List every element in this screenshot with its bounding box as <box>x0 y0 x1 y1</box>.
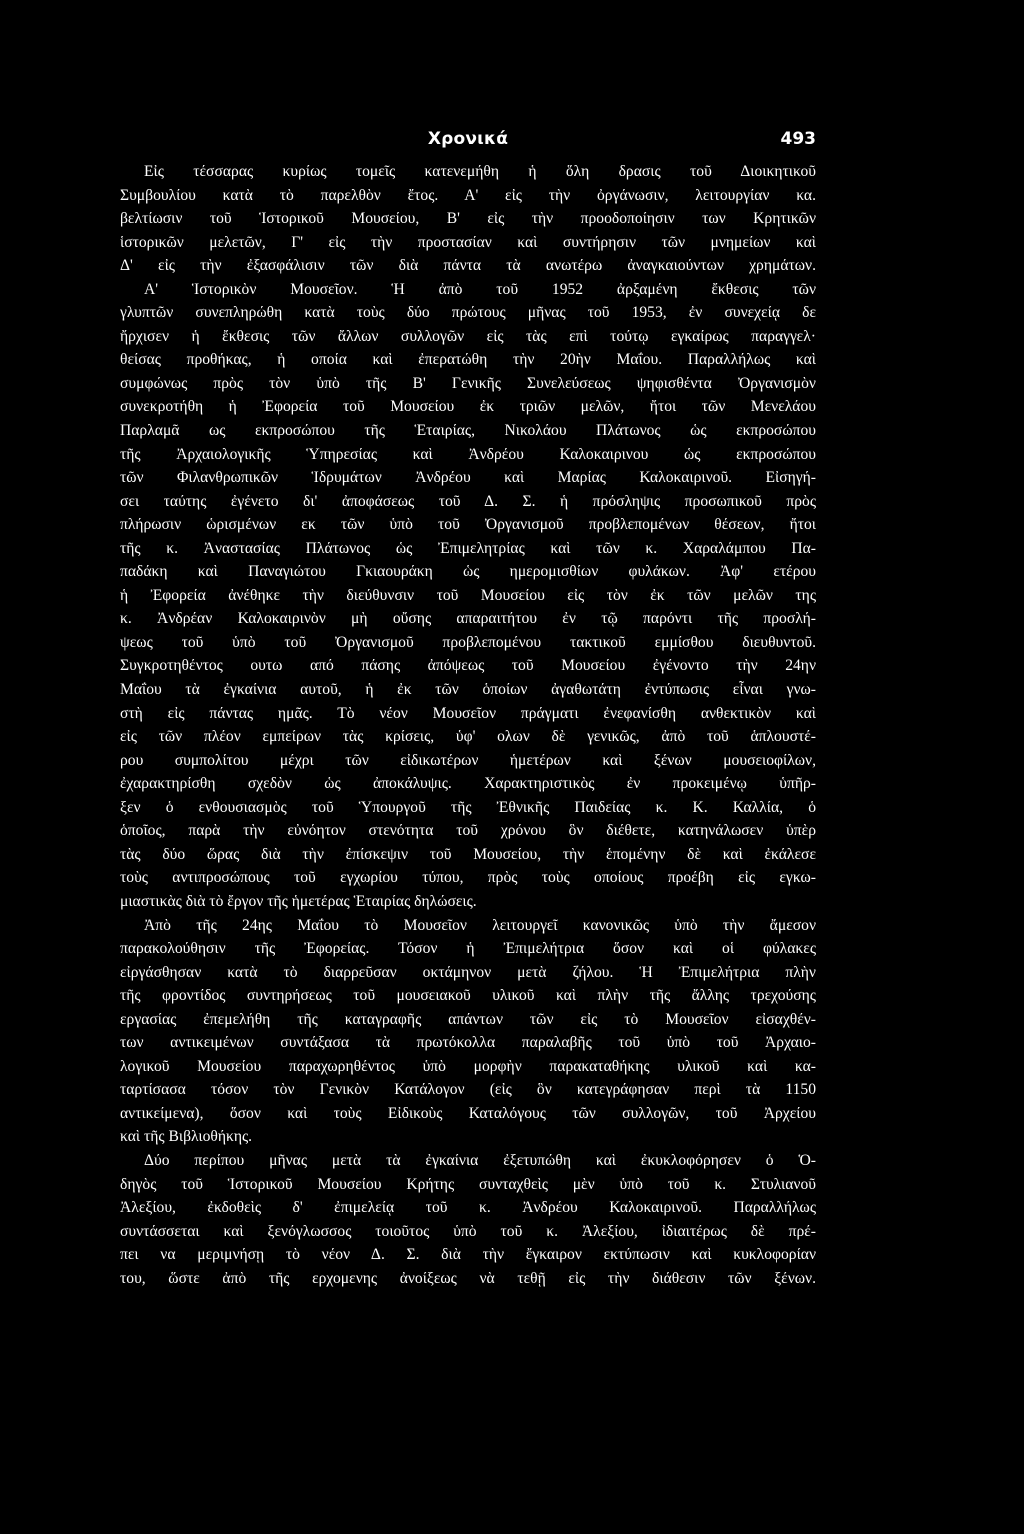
text-line: Α' Ἱστορικὸν Μουσεῖον. Ἡ ἀπὸ τοῦ 1952 ἀρξαμένη ἔκθεσις τῶν <box>144 280 816 298</box>
text-line: θείσας προθήκας, ἡ οποία καὶ ἐπερατώθη τὴν 20ὴν Μαΐου. Παραλλήλως καὶ <box>120 351 816 369</box>
text-line: ψεως τοῦ ὑπὸ τοῦ Ὀργανισμοῦ προβλεπομένου τακτικοῦ εμμίσθου διευθυντοῦ. <box>120 633 816 651</box>
text-line: τῆς φροντίδος συντηρήσεως τοῦ μουσειακοῦ υλικοῦ καὶ πλὴν τῆς ἄλλης τρεχούσης <box>120 987 816 1005</box>
text-line: γλυπτῶν συνεπληρώθη κατὰ τοὺς δύο πρώτους μῆνας τοῦ 1953, ἐν συνεχείᾳ δε <box>120 304 816 322</box>
text-line: ξεν ὁ ενθουσιασμὸς τοῦ Ὑπουργοῦ τῆς Ἐθνικῆς Παιδείας κ. Κ. Καλλία, ὁ <box>120 798 816 816</box>
text-line: Συγκροτηθέντος ουτω από πάσης ἀπόψεως τοῦ Μουσείου ἐγένοντο τὴν 24ην <box>120 657 816 675</box>
text-line: καὶ τῆς Βιβλιοθήκης. <box>120 1128 253 1146</box>
text-line: συνεκροτήθη ἡ Ἐφορεία τοῦ Μουσείου ἐκ τριῶν μελῶν, ἤτοι τῶν Μενελάου <box>120 398 816 416</box>
text-line: τῶν Φιλανθρωπικῶν Ἱδρυμάτων Ἀνδρέου καὶ Μαρίας Καλοκαιρινοῦ. Εἰσηγή- <box>120 469 816 487</box>
text-line: Δύο περίπου μῆνας μετὰ τὰ ἐγκαίνια ἐξετυπώθη καὶ ἐκυκλοφόρησεν ὁ Ὁ- <box>144 1151 816 1169</box>
text-line: παρακολούθησιν τῆς Ἐφορείας. Τόσον ἡ Ἐπιμελήτρια ὅσον καὶ οἱ φύλακες <box>120 940 816 958</box>
text-line: ρου συμπολίτου μέχρι τῶν εἰδικωτέρων ἡμετέρων καὶ ξένων μουσειοφίλων, <box>120 751 816 769</box>
text-line: ἤρχισεν ἡ ἔκθεσις τῶν ἄλλων συλλογῶν εἰς τὰς επὶ τούτῳ εγκαίρως παραγγελ· <box>120 327 816 345</box>
text-line: Δ' εἰς τὴν ἐξασφάλισιν τῶν διὰ πάντα τὰ ανωτέρω ἀναγκαιούντων χρημάτων. <box>120 257 816 275</box>
text-line: τῆς Ἀρχαιολογικῆς Ὑπηρεσίας καὶ Ἀνδρέου Καλοκαιρινου ὡς εκπροσώπου <box>120 445 816 463</box>
text-line: τὰς δύο ὥρας διὰ τὴν ἐπίσκεψιν τοῦ Μουσείου, τὴν ἑπομένην δὲ καὶ ἐκάλεσε <box>120 845 816 863</box>
body-text <box>120 160 816 1290</box>
text-line: μιαστικὰς διὰ τὸ ἔργον τῆς ἡμετέρας Ἑταιρίας δηλώσεις. <box>120 892 477 910</box>
text-line: του, ὥστε ἀπὸ τῆς ερχομενης ἀνοίξεως νὰ τεθῇ εἰς τὴν διάθεσιν τῶν ξένων. <box>120 1269 816 1287</box>
text-line: βελτίωσιν τοῦ Ἱστορικοῦ Μουσείου, Β' εἰς τὴν προοδοποίησιν των Κρητικῶν <box>120 210 816 228</box>
text-line: ἐχαρακτηρίσθη σχεδὸν ὡς ἀποκάλυψις. Χαρακτηριστικὸς ἐν προκειμένῳ ὑπῆρ- <box>120 775 816 793</box>
text-line: πει να μεριμνήσῃ τὸ νέον Δ. Σ. διὰ τὴν ἔγκαιρον εκτύπωσιν καὶ κυκλοφορίαν <box>120 1246 816 1264</box>
text-line: συντάσσεται καὶ ξενόγλωσσος τοιοῦτος ὑπὸ τοῦ κ. Ἀλεξίου, ἰδιαιτέρως δὲ πρέ- <box>120 1222 816 1240</box>
text-line: τοὺς αντιπροσώπους τοῦ εγχωρίου τύπου, πρὸς τοὺς οποίους προέβη εἰς εγκω- <box>120 869 816 887</box>
text-line: ταρτίσασα τόσον τὸν Γενικὸν Κατάλογον (εἰς ὃν κατεγράφησαν περὶ τὰ 1150 <box>120 1081 816 1099</box>
text-line: δηγὸς τοῦ Ἱστορικοῦ Μουσείου Κρήτης συνταχθεὶς μὲν ὑπὸ τοῦ κ. Στυλιανοῦ <box>120 1175 816 1193</box>
text-line: ἡ Ἐφορεία ἀνέθηκε τὴν διεύθυνσιν τοῦ Μουσείου εἰς τὸν ἐκ τῶν μελῶν της <box>120 586 816 604</box>
text-line: Συμβουλίου κατὰ τὸ παρελθὸν ἔτος. Α' εἰς τὴν ὀργάνωσιν, λειτουργίαν κα. <box>120 186 816 204</box>
running-title: Χρονικά <box>427 129 509 149</box>
text-line: Ἀλεξίου, ἐκδοθεὶς δ' ἐπιμελείᾳ τοῦ κ. Ἀνδρέου Καλοκαιρινοῦ. Παραλλήλως <box>120 1199 816 1217</box>
text-line: Ἀπὸ τῆς 24ης Μαΐου τὸ Μουσεῖον λειτουργεῖ κανονικῶς ὑπὸ τὴν ἄμεσον <box>144 916 816 934</box>
text-line: εργασίας ἐπεμελήθη τῆς καταγραφῆς απάντων τῶν εἰς τὸ Μουσεῖον εἰσαχθέν- <box>120 1010 816 1028</box>
text-line: πλήρωσιν ὡρισμένων εκ τῶν ὑπὸ τοῦ Ὀργανισμοῦ προβλεπομένων θέσεων, ἤτοι <box>120 516 816 534</box>
text-line: Εἰς τέσσαρας κυρίως τομεῖς κατενεμήθη ἡ ὅλη δρασις τοῦ Διοικητικοῦ <box>144 163 816 180</box>
text-line: συμφώνως πρὸς τὸν ὑπὸ τῆς Β' Γενικῆς Συνελεύσεως ψηφισθέντα Ὀργανισμὸν <box>120 374 816 392</box>
text-line: εἰργάσθησαν κατὰ τὸ διαρρεῦσαν οκτάμηνον μετὰ ζήλου. Ἡ Ἐπιμελήτρια πλὴν <box>120 963 816 981</box>
text-line: κ. Ἀνδρέαν Καλοκαιρινὸν μὴ οὔσης απαραιτήτου ἐν τῷ παρόντι τῆς προσλή- <box>120 610 816 628</box>
text-line: ἱστορικῶν μελετῶν, Γ' εἰς τὴν προστασίαν καὶ συντήρησιν τῶν μνημείων καὶ <box>120 233 816 251</box>
text-line: εἰς τῶν πλέον εμπείρων τὰς κρίσεις, ὑφ' ολων δὲ γενικῶς, ἀπὸ τοῦ ἁπλουστέ- <box>120 728 816 746</box>
text-line: των αντικειμένων συντάξασα τὰ πρωτόκολλα παραλαβῆς τοῦ ὑπὸ τοῦ Ἀρχαιο- <box>120 1034 816 1052</box>
page-number: 493 <box>780 129 816 149</box>
text-line: Μαΐου τὰ ἐγκαίνια αυτοῦ, ἡ ἐκ τῶν ὁποίων ἀγαθωτάτη ἐντύπωσις εἶναι γνω- <box>120 681 816 699</box>
text-line: αντικείμενα), ὅσον καὶ τοὺς Εἰδικοὺς Καταλόγους τῶν συλλογῶν, τοῦ Ἀρχείου <box>120 1104 816 1122</box>
text-line: Παρλαμᾶ ως εκπροσώπου τῆς Ἑταιρίας, Νικολάου Πλάτωνος ὡς εκπροσώπου <box>120 422 816 440</box>
text-line: σει ταύτης ἐγένετο δι' ἀποφάσεως τοῦ Δ. Σ. ἡ πρόσληψις προσωπικοῦ πρὸς <box>120 492 816 510</box>
text-line: ὁποῖος, παρὰ τὴν εὐνόητον στενότητα τοῦ χρόνου ὃν διέθετε, κατηνάλωσεν ὑπὲρ <box>120 822 816 840</box>
running-head <box>120 128 816 152</box>
text-line: λογικοῦ Μουσείου παραχωρηθέντος ὑπὸ μορφὴν παρακαταθήκης υλικοῦ καὶ κα- <box>120 1057 816 1075</box>
text-line: τῆς κ. Ἀναστασίας Πλάτωνος ὡς Ἐπιμελητρίας καὶ τῶν κ. Χαραλάμπου Πα- <box>120 539 816 557</box>
text-line: στὴ εἰς πάντας ημᾶς. Τὸ νέον Μουσεῖον πράγματι ἐνεφανίσθη ανθεκτικὸν καὶ <box>120 704 816 722</box>
text-line: παδάκη καὶ Παναγιώτου Γκιαουράκη ὡς ημερομισθίων φυλάκων. Ἀφ' ετέρου <box>120 563 816 581</box>
